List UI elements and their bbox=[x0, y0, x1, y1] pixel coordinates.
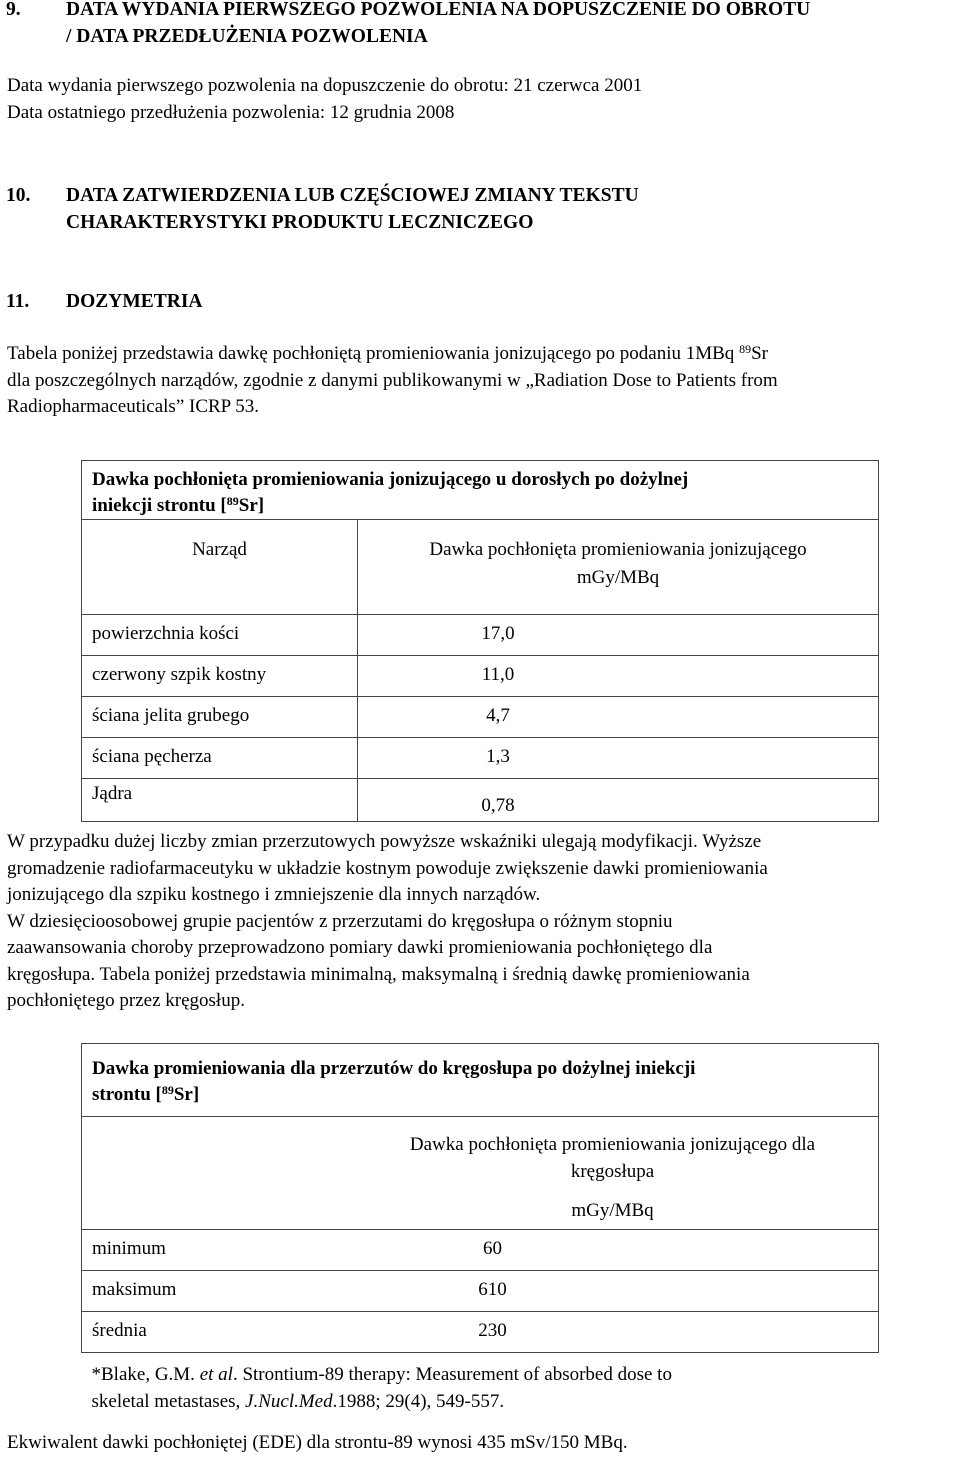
spine-dose-table bbox=[81, 1043, 879, 1425]
paragraph-line: W dziesięcioosobowej grupie pacjentów z przerzutami do kręgosłupa o różnym stopniu bbox=[7, 910, 673, 932]
title-text: Sr] bbox=[173, 1084, 200, 1105]
section-title-line: / DATA PRZEDŁUŻENIA POZWOLENIA bbox=[66, 26, 428, 47]
table-title bbox=[82, 1044, 879, 1117]
footnote-text: skeletal metastases, bbox=[91, 1391, 246, 1412]
header-dose-label: Dawka pochłonięta promieniowania jonizującego bbox=[429, 539, 807, 560]
table-footnote bbox=[82, 1353, 879, 1426]
paragraph-line: pochłoniętego przez kręgosłup. bbox=[7, 990, 245, 1011]
table-title-line: Dawka promieniowania dla przerzutów do kręgosłupa po dożylnej iniekcji bbox=[92, 1058, 696, 1079]
footnote-text: *Blake, G.M. bbox=[91, 1364, 200, 1385]
paragraph-line: zaawansowania choroby przeprowadzono pomiary dawki promieniowania pochłoniętego dla bbox=[7, 937, 713, 958]
dose-modification-text bbox=[7, 829, 957, 1015]
section-title: DOZYMETRIA bbox=[66, 291, 203, 312]
ede-statement: Ekwiwalent dawki pochłoniętej (EDE) dla strontu-89 wynosi 435 mSv/150 MBq. bbox=[7, 1432, 628, 1453]
column-header-organ bbox=[82, 520, 358, 615]
section-number: 9. bbox=[6, 0, 21, 20]
isotope-mass-number: 89 bbox=[226, 494, 239, 508]
section-10-heading bbox=[6, 182, 639, 236]
column-header-dose bbox=[347, 1117, 879, 1230]
header-dose-label: Dawka pochłonięta promieniowania jonizującego dla bbox=[409, 1134, 816, 1155]
statistic-label-cell: średnia bbox=[82, 1312, 348, 1353]
statistic-label-cell: minimum bbox=[82, 1230, 348, 1271]
paragraph-line: kręgosłupa. Tabela poniżej przedstawia minimalną, maksymalną i średnią dawkę promieniowania bbox=[7, 963, 750, 985]
title-text: Sr] bbox=[238, 495, 265, 516]
journal-name: J.Nucl.Med bbox=[245, 1391, 333, 1412]
adult-dose-table bbox=[81, 460, 879, 822]
section-title-line: DATA WYDANIA PIERWSZEGO POZWOLENIA NA DOPUSZCZENIE DO OBROTU bbox=[66, 0, 811, 20]
dose-value-cell: 0,78 bbox=[358, 779, 879, 822]
organ-cell: Jądra bbox=[82, 779, 358, 822]
table-row bbox=[82, 1271, 879, 1312]
section-title-line: DATA ZATWIERDZENIA LUB CZĘŚCIOWEJ ZMIANY TEKSTU bbox=[66, 185, 639, 206]
header-dose-label: kręgosłupa bbox=[570, 1161, 655, 1182]
paragraph-line: gromadzenie radiofarmaceutyku w układzie kostnym powoduje zwiększenie dawki promieniowania bbox=[7, 857, 768, 879]
title-text: iniekcji strontu [ bbox=[92, 495, 227, 516]
dose-value-cell: 4,7 bbox=[358, 697, 879, 738]
intro-line bbox=[7, 341, 957, 368]
table-title-line: Dawka pochłonięta promieniowania jonizującego u dorosłych po dożylnej bbox=[92, 469, 689, 490]
table-row bbox=[82, 697, 879, 738]
isotope-mass-number: 89 bbox=[739, 342, 752, 356]
empty-header-cell bbox=[82, 1117, 348, 1230]
statistic-label-cell: maksimum bbox=[82, 1271, 348, 1312]
section-number: 11. bbox=[6, 291, 30, 312]
dose-value-cell: 11,0 bbox=[358, 656, 879, 697]
header-unit-label: mGy/MBq bbox=[571, 1200, 654, 1221]
table-title bbox=[82, 461, 879, 520]
dosimetry-intro bbox=[7, 341, 957, 421]
organ-cell: czerwony szpik kostny bbox=[82, 656, 358, 697]
table-row bbox=[82, 1312, 879, 1353]
intro-line: Radiopharmaceuticals” ICRP 53. bbox=[7, 396, 260, 417]
organ-cell: powierzchnia kości bbox=[82, 615, 358, 656]
first-approval-date: Data wydania pierwszego pozwolenia na dopuszczenie do obrotu: 21 czerwca 2001 bbox=[7, 75, 643, 96]
renewal-date: Data ostatniego przedłużenia pozwolenia: 12 grudnia 2008 bbox=[7, 101, 455, 123]
table-row bbox=[82, 779, 879, 822]
table-row bbox=[82, 1230, 879, 1271]
table-title-line bbox=[92, 1082, 868, 1108]
dose-value-cell: 610 bbox=[347, 1271, 879, 1312]
dose-value-cell: 17,0 bbox=[358, 615, 879, 656]
footnote-italic: et al bbox=[199, 1364, 233, 1385]
footnote-text: . Strontium-89 therapy: Measurement of absorbed dose to bbox=[232, 1364, 672, 1385]
intro-line: dla poszczególnych narządów, zgodnie z danymi publikowanymi w „Radiation Dose to Patients from bbox=[7, 369, 778, 391]
header-organ-label: Narząd bbox=[192, 539, 247, 560]
paragraph-line: W przypadku dużej liczby zmian przerzutowych powyższe wskaźniki ulegają modyfikacji. Wyższe bbox=[7, 831, 762, 852]
dose-value-cell: 1,3 bbox=[358, 738, 879, 779]
organ-cell: ściana pęcherza bbox=[82, 738, 358, 779]
title-text: strontu [ bbox=[92, 1084, 162, 1105]
footnote-line bbox=[92, 1388, 869, 1415]
footnote-text: .1988; 29(4), 549-557. bbox=[332, 1391, 505, 1412]
table-row bbox=[82, 738, 879, 779]
organ-cell: ściana jelita grubego bbox=[82, 697, 358, 738]
section-number: 10. bbox=[6, 185, 31, 206]
table-row bbox=[82, 656, 879, 697]
column-header-dose bbox=[358, 520, 879, 615]
approval-dates bbox=[7, 73, 642, 126]
paragraph-line: jonizującego dla szpiku kostnego i zmniejszenie dla innych narządów. bbox=[7, 884, 541, 905]
section-9-heading bbox=[6, 0, 960, 50]
section-11-heading bbox=[6, 288, 203, 315]
dose-value-cell: 60 bbox=[347, 1230, 879, 1271]
section-title-line: CHARAKTERYSTYKI PRODUKTU LECZNICZEGO bbox=[66, 212, 534, 233]
footnote-line bbox=[92, 1361, 869, 1388]
isotope-symbol: Sr bbox=[751, 343, 768, 364]
table-header-row bbox=[82, 1117, 879, 1230]
table-title-line bbox=[92, 493, 868, 519]
isotope-mass-number: 89 bbox=[161, 1083, 174, 1097]
table-header-row bbox=[82, 520, 879, 615]
intro-text: Tabela poniżej przedstawia dawkę pochłoniętą promieniowania jonizującego po podaniu 1MBq bbox=[7, 343, 740, 364]
table-row bbox=[82, 615, 879, 656]
header-unit-label: mGy/MBq bbox=[576, 567, 660, 588]
dose-value-cell: 230 bbox=[347, 1312, 879, 1353]
